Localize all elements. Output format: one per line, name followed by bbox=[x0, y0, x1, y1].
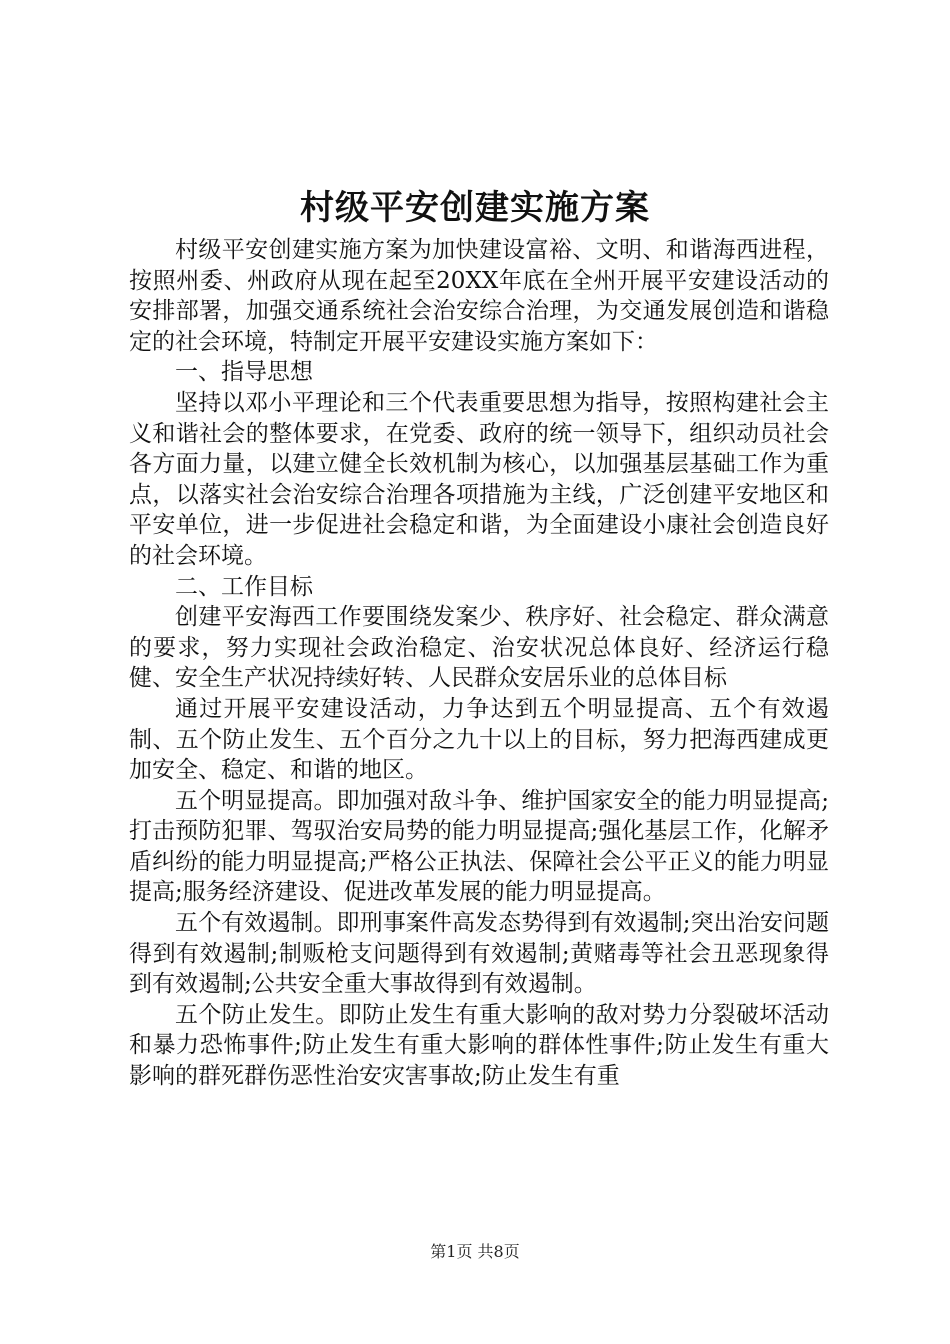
five-curbs-paragraph: 五个有效遏制。即刑事案件高发态势得到有效遏制;突出治安问题得到有效遏制;制贩枪支问题得到有效遏制;黄赌毒等社会丑恶现象得到有效遏制;公共安全重大事故得到有效遏制。 bbox=[129, 910, 829, 998]
document-body bbox=[129, 235, 829, 1092]
five-improvements-paragraph: 五个明显提高。即加强对敌斗争、维护国家安全的能力明显提高;打击预防犯罪、驾驭治安局势的能力明显提高;强化基层工作，化解矛盾纠纷的能力明显提高;严格公正执法、保障社会公平正义的能力明显提高;服务经济建设、促进改革发展的能力明显提高。 bbox=[129, 787, 829, 906]
section-heading-work-goals: 二、工作目标 bbox=[175, 573, 313, 600]
five-preventions-paragraph: 五个防止发生。即防止发生有重大影响的敌对势力分裂破坏活动和暴力恐怖事件;防止发生有重大影响的群体性事件;防止发生有重大影响的群死群伤恶性治安灾害事故;防止发生有重 bbox=[129, 1001, 829, 1090]
document-title: 村级平安创建实施方案 bbox=[300, 188, 650, 228]
section-heading-guiding-ideology: 一、指导思想 bbox=[175, 359, 313, 386]
guiding-ideology-paragraph: 坚持以邓小平理论和三个代表重要思想为指导，按照构建社会主义和谐社会的整体要求，在党委、政府的统一领导下，组织动员社会各方面力量，以建立健全长效机制为核心，以加强基层基础工作为重点，以落实社会治安综合治理各项措施为主线，广泛创建平安地区和平安单位，进一步促进社会稳定和谐，为全面建设小康社会创造良好的社会环境。 bbox=[129, 389, 829, 569]
intro-paragraph: 村级平安创建实施方案为加快建设富裕、文明、和谐海西进程，按照州委、州政府从现在起至20XX年底在全州开展平安建设活动的安排部署，加强交通系统社会治安综合治理，为交通发展创造和谐稳定的社会环境，特制定开展平安建设实施方案如下： bbox=[129, 237, 829, 355]
page-number-footer: 第1页 共8页 bbox=[430, 1242, 520, 1261]
activity-goals-paragraph: 通过开展平安建设活动，力争达到五个明显提高、五个有效遏制、五个防止发生、五个百分之九十以上的目标，努力把海西建成更加安全、稳定、和谐的地区。 bbox=[129, 695, 829, 784]
work-goals-paragraph: 创建平安海西工作要围绕发案少、秩序好、社会稳定、群众满意的要求，努力实现社会政治稳定、治安状况总体良好、经济运行稳健、安全生产状况持续好转、人民群众安居乐业的总体目标 bbox=[129, 604, 829, 692]
